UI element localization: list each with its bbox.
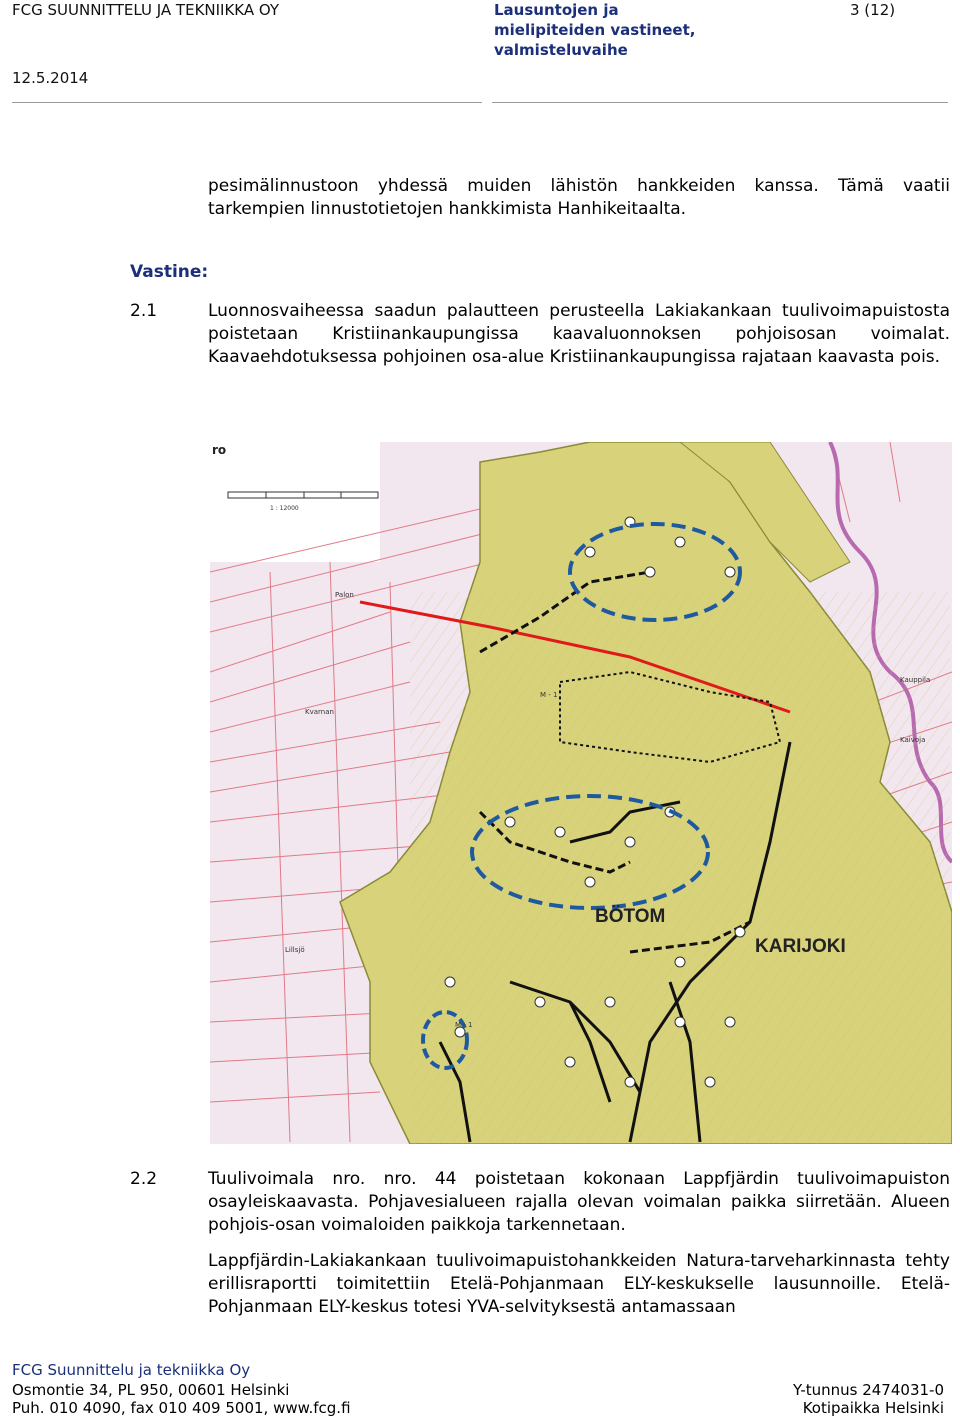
paragraph-natura: Lappfjärdin-Lakiakankaan tuulivoimapuistohankkeiden Natura-tarveharkinnasta tehty erillisraportti toimitettiin Etelä-Pohjanmaan ELY-keskukselle lausunnoille. Etelä-Pohjanmaan ELY-keskus totesi YVA-selvityksestä antamassaan: [208, 1251, 950, 1317]
map-label-lillsjo: Lillsjö: [285, 946, 305, 954]
header-title: Lausuntojen ja mielipiteiden vastineet, valmisteluvaihe: [494, 1, 696, 59]
header-rule-right: [492, 102, 948, 103]
map-label-botom: BÖTOM: [595, 906, 666, 927]
item-text-2-2: Tuulivoimala nro. nro. 44 poistetaan kokonaan Lappfjärdin tuulivoimapuiston osayleiskaavasta. Pohjavesialueen rajalla olevan voimalan paikka siirretään. Alueen pohjois-osan voimaloiden paikkoja tarkennetaan.: [208, 1169, 950, 1235]
map-label-m1-south: M - 1: [455, 1021, 473, 1029]
map-label-karijoki: KARIJOKI: [755, 936, 846, 957]
footer-domicile: Kotipaikka Helsinki: [802, 1399, 944, 1417]
map-label-palon: Palon: [335, 591, 354, 599]
header-date: 12.5.2014: [12, 69, 89, 87]
footer-address: Osmontie 34, PL 950, 00601 Helsinki: [12, 1381, 290, 1399]
item-number-2-1: 2.1: [130, 301, 158, 321]
item-text-2-1: Luonnosvaiheessa saadun palautteen perusteella Lakiakankaan tuulivoimapuistosta poistetaan Kristiinankaupungissa kaavaluonnoksen pohjoisosan voimalat. Kaavaehdotuksessa pohjoinen osa-alue Kristiinankaupungissa rajataan kaavasta pois.: [208, 301, 950, 367]
map-scale-label: 1 : 12000: [270, 505, 299, 512]
header-rule-left: [12, 102, 482, 103]
map-label-kauppila: Kauppila: [900, 676, 931, 684]
item-number-2-2: 2.2: [130, 1169, 158, 1189]
plan-map: [210, 442, 952, 1144]
map-label-ro: ro: [212, 443, 227, 457]
header-company: FCG SUUNNITTELU JA TEKNIIKKA OY: [12, 1, 280, 19]
vastine-heading: Vastine:: [130, 262, 209, 282]
paragraph-intro: pesimälinnustoon yhdessä muiden lähistön hankkeiden kanssa. Tämä vaatii tarkempien linnustotietojen hankkimista Hanhikeitaalta.: [208, 176, 950, 219]
footer-company: FCG Suunnittelu ja tekniikka Oy: [12, 1361, 251, 1379]
map-label-kaivoja: Kaivoja: [900, 736, 926, 744]
map-label-m1-north: M - 1: [540, 691, 558, 699]
map-scale-bar: [228, 492, 378, 498]
map-legend-area: [210, 442, 380, 562]
map-label-kvarnan: Kvarnan: [305, 708, 334, 716]
footer-phone: Puh. 010 4090, fax 010 409 5001, www.fcg.fi: [12, 1399, 351, 1417]
header-page-number: 3 (12): [850, 1, 896, 19]
footer-business-id: Y-tunnus 2474031-0: [792, 1381, 944, 1399]
